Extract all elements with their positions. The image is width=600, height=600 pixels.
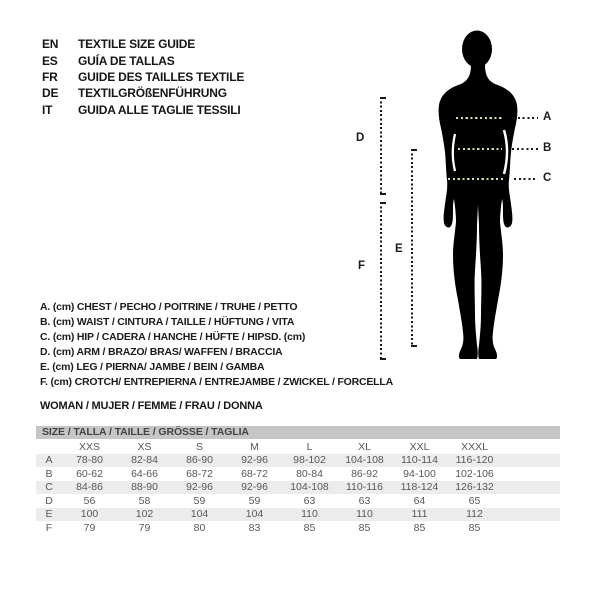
size-value-cell: 110-114 <box>401 454 438 467</box>
size-value-cell: 102 <box>135 508 154 521</box>
size-value-cell: 88-90 <box>131 481 158 494</box>
size-value-cell: 118-124 <box>400 481 439 494</box>
crotch-label: F <box>358 260 366 272</box>
size-value-cell: 102-106 <box>455 467 494 480</box>
language-title: TEXTILGRÖßENFÜHRUNG <box>78 86 227 101</box>
legend-line-hip: C. (cm) HIP / CADERA / HANCHE / HÜFTE / HIPSD. (cm) <box>40 331 306 343</box>
size-table-title: SIZE / TALLA / TAILLE / GRÖSSE / TAGLIA <box>36 426 560 439</box>
size-value-cell: 85 <box>303 521 316 534</box>
size-value-cell: 92-96 <box>186 481 213 494</box>
language-code: EN <box>42 37 59 52</box>
hip-leader-line <box>514 178 538 180</box>
language-row <box>42 36 244 52</box>
row-label: D <box>45 494 53 507</box>
chest-label: A <box>543 111 552 123</box>
row-spacer-cell <box>502 521 560 535</box>
size-value-cell: 80 <box>193 521 206 534</box>
size-column-header: M <box>250 440 259 453</box>
row-spacer-cell <box>502 508 560 522</box>
size-column-header: XXS <box>78 440 100 453</box>
size-value-cell: 63 <box>358 494 371 507</box>
waist-label: B <box>543 142 552 154</box>
size-value-cell: 110 <box>356 508 373 521</box>
size-value-cell: 111 <box>411 508 428 521</box>
size-value-cell: 98-102 <box>293 454 326 467</box>
size-value-cell: 104-108 <box>290 481 329 494</box>
size-value-cell: 104 <box>245 508 264 521</box>
waist-leader-line <box>512 148 538 150</box>
size-value-cell: 92-96 <box>241 481 268 494</box>
row-label: A <box>45 454 53 467</box>
size-value-cell: 68-72 <box>241 467 268 480</box>
arm-label: D <box>356 132 365 144</box>
size-value-cell: 56 <box>83 494 96 507</box>
legend-line-crotch: F. (cm) CROTCH/ ENTREPIERNA / ENTREJAMBE / ZWICKEL / FORCELLA <box>40 376 393 388</box>
size-value-cell: 63 <box>303 494 316 507</box>
size-value-cell: 94-100 <box>403 467 436 480</box>
size-value-cell: 84-86 <box>76 481 103 494</box>
size-value-cell: 64 <box>413 494 426 507</box>
row-spacer-cell <box>502 467 560 481</box>
legend-line-chest: A. (cm) CHEST / PECHO / POITRINE / TRUHE / PETTO <box>40 301 298 313</box>
size-value-cell: 82-84 <box>131 454 158 467</box>
size-value-cell: 126-132 <box>455 481 494 494</box>
size-table-header-row <box>36 440 560 454</box>
size-table-body <box>36 454 560 535</box>
legend-line-leg: E. (cm) LEG / PIERNA/ JAMBE / BEIN / GAMBA <box>40 361 265 373</box>
size-table-row <box>36 481 560 495</box>
size-value-cell: 65 <box>468 494 481 507</box>
language-row <box>42 52 244 68</box>
size-value-cell: 78-80 <box>76 454 103 467</box>
row-spacer-cell <box>502 494 560 508</box>
language-code: ES <box>42 53 58 68</box>
size-column-header: XXXL <box>461 440 488 453</box>
size-value-cell: 59 <box>248 494 261 507</box>
language-code: FR <box>42 69 58 84</box>
language-row <box>42 69 244 85</box>
chest-measure-line <box>456 117 504 119</box>
size-value-cell: 79 <box>83 521 96 534</box>
language-title: GUIDA ALLE TAGLIE TESSILI <box>78 102 241 117</box>
size-value-cell: 85 <box>468 521 481 534</box>
row-label: B <box>45 467 53 480</box>
size-column-header: L <box>306 440 313 453</box>
size-column-header: XXL <box>409 440 430 453</box>
legend-line-arm: D. (cm) ARM / BRAZO/ BRAS/ WAFFEN / BRACCIA <box>40 346 283 358</box>
size-table-row <box>36 494 560 508</box>
size-value-cell: 59 <box>193 494 206 507</box>
size-value-cell: 58 <box>138 494 151 507</box>
size-value-cell: 85 <box>413 521 426 534</box>
size-value-cell: 80-84 <box>296 467 323 480</box>
size-value-cell: 110-116 <box>346 481 383 494</box>
hip-measure-line <box>448 178 505 180</box>
language-row <box>42 102 244 118</box>
size-table-row <box>36 521 560 535</box>
size-value-cell: 100 <box>80 508 99 521</box>
leg-measure-line <box>411 149 413 347</box>
silhouette-head <box>462 31 492 68</box>
size-value-cell: 86-92 <box>351 467 378 480</box>
size-column-header: S <box>195 440 203 453</box>
row-label: E <box>45 508 53 521</box>
leg-label: E <box>395 243 403 255</box>
language-code: IT <box>42 102 53 117</box>
size-value-cell: 110 <box>301 508 318 521</box>
category-title: WOMAN / MUJER / FEMME / FRAU / DONNA <box>40 400 263 412</box>
language-row <box>42 85 244 101</box>
language-title-block <box>42 36 244 118</box>
size-value-cell: 86-90 <box>186 454 213 467</box>
size-value-cell: 79 <box>138 521 151 534</box>
size-value-cell: 60-62 <box>76 467 103 480</box>
header-spacer-cell <box>502 440 560 454</box>
language-code: DE <box>42 86 59 101</box>
size-value-cell: 64-66 <box>131 467 158 480</box>
hip-label: C <box>543 172 552 184</box>
size-value-cell: 85 <box>358 521 371 534</box>
chest-leader-line <box>513 117 538 119</box>
language-title: TEXTILE SIZE GUIDE <box>78 37 196 52</box>
size-table-section <box>36 426 560 535</box>
size-table-row <box>36 508 560 522</box>
legend-line-waist: B. (cm) WAIST / CINTURA / TAILLE / HÜFTUNG / VITA <box>40 316 295 328</box>
size-value-cell: 104-108 <box>345 454 384 467</box>
size-value-cell: 112 <box>466 508 483 521</box>
size-column-header: XL <box>358 440 371 453</box>
size-value-cell: 83 <box>248 521 261 534</box>
size-value-cell: 104 <box>190 508 209 521</box>
woman-silhouette-image <box>425 30 535 365</box>
size-table-row <box>36 454 560 468</box>
row-spacer-cell <box>502 454 560 468</box>
waist-measure-line <box>458 148 502 150</box>
size-value-cell: 92-96 <box>241 454 268 467</box>
size-value-cell: 68-72 <box>186 467 213 480</box>
size-table <box>36 440 560 535</box>
row-label: C <box>45 481 53 494</box>
size-table-row <box>36 467 560 481</box>
size-value-cell: 116-120 <box>455 454 494 467</box>
arm-measure-line <box>380 97 382 195</box>
row-spacer-cell <box>502 481 560 495</box>
measurement-legend <box>40 300 393 390</box>
language-title: GUIDE DES TAILLES TEXTILE <box>78 69 245 84</box>
size-column-header: XS <box>137 440 152 453</box>
row-label: F <box>45 521 53 534</box>
header-corner-cell <box>36 440 62 454</box>
silhouette-body <box>439 64 518 359</box>
language-title: GUÍA DE TALLAS <box>78 53 175 68</box>
